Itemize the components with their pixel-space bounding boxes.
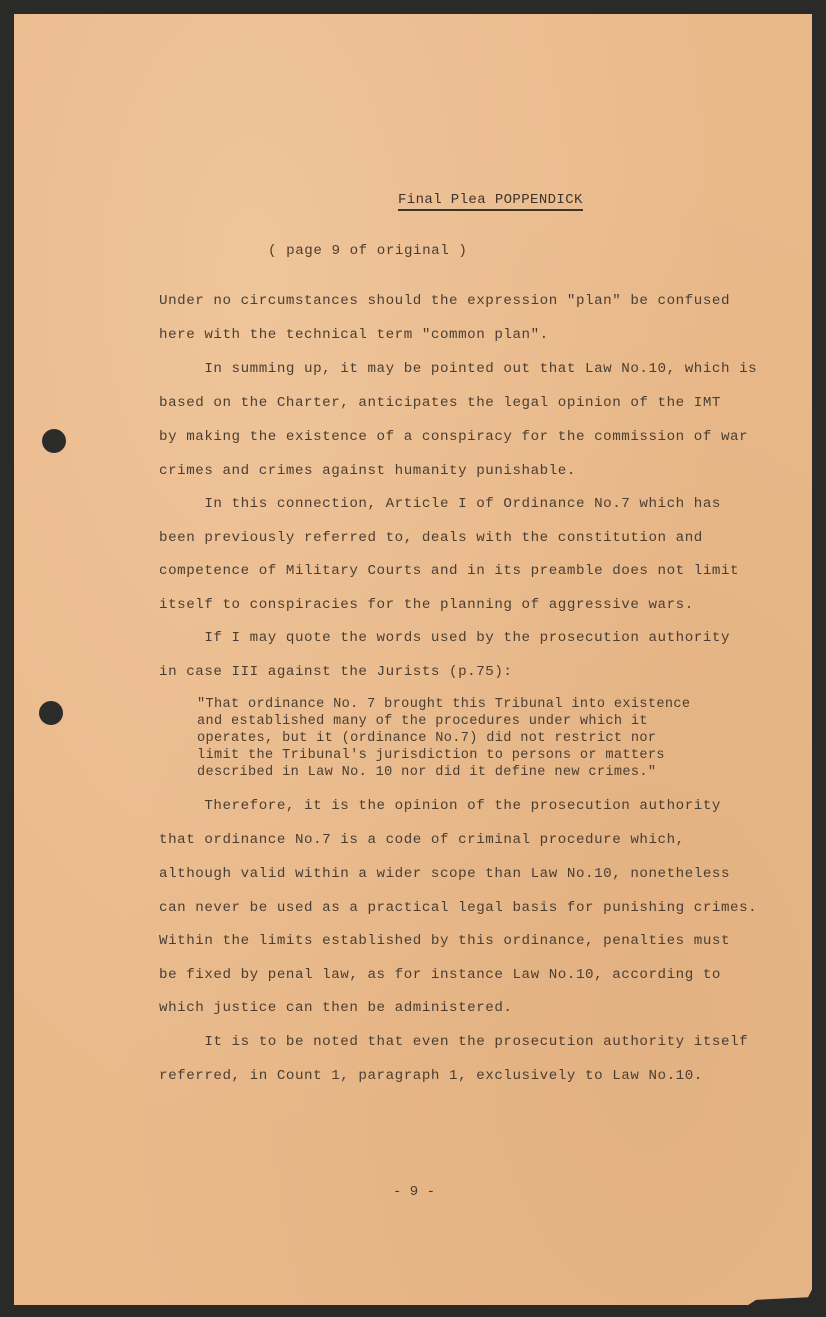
text-line: which justice can then be administered. [159, 1000, 513, 1016]
text-line: Therefore, it is the opinion of the prosecution authority [159, 798, 721, 814]
page-reference: ( page 9 of original ) [268, 243, 468, 259]
text-line: based on the Charter, anticipates the legal opinion of the IMT [159, 395, 721, 411]
text-line: can never be used as a practical legal basis for punishing crimes. [159, 900, 758, 916]
text-line: that ordinance No.7 is a code of criminal procedure which, [159, 832, 685, 848]
page-number: - 9 - [393, 1184, 436, 1200]
text-line: In summing up, it may be pointed out that Law No.10, which is [159, 361, 758, 377]
text-line: although valid within a wider scope than Law No.10, nonetheless [159, 866, 731, 882]
text-line: be fixed by penal law, as for instance Law No.10, according to [159, 967, 721, 983]
text-line: here with the technical term "common plan". [159, 327, 549, 343]
punch-hole-top [42, 429, 66, 453]
quote-line: "That ordinance No. 7 brought this Tribunal into existence [197, 697, 691, 712]
text-line: by making the existence of a conspiracy for the commission of war [159, 429, 749, 445]
text-line: It is to be noted that even the prosecution authority itself [159, 1034, 749, 1050]
text-line: Under no circumstances should the expression "plan" be confused [159, 293, 731, 309]
punch-hole-bottom [39, 701, 63, 725]
quote-line: described in Law No. 10 nor did it define new crimes." [197, 765, 657, 780]
text-line: referred, in Count 1, paragraph 1, exclusively to Law No.10. [159, 1068, 703, 1084]
text-line: itself to conspiracies for the planning of aggressive wars. [159, 597, 694, 613]
text-line: Within the limits established by this ordinance, penalties must [159, 933, 731, 949]
quote-line: and established many of the procedures under which it [197, 714, 648, 729]
quote-line: limit the Tribunal's jurisdiction to persons or matters [197, 748, 665, 763]
text-line: been previously referred to, deals with the constitution and [159, 530, 703, 546]
text-line: crimes and crimes against humanity punishable. [159, 463, 576, 479]
text-line: If I may quote the words used by the prosecution authority [159, 630, 731, 646]
quote-line: operates, but it (ordinance No.7) did not restrict nor [197, 731, 657, 746]
text-line: in case III against the Jurists (p.75): [159, 664, 513, 680]
text-line: In this connection, Article I of Ordinance No.7 which has [159, 496, 721, 512]
text-line: competence of Military Courts and in its preamble does not limit [159, 563, 740, 579]
document-title: Final Plea POPPENDICK [398, 192, 583, 211]
